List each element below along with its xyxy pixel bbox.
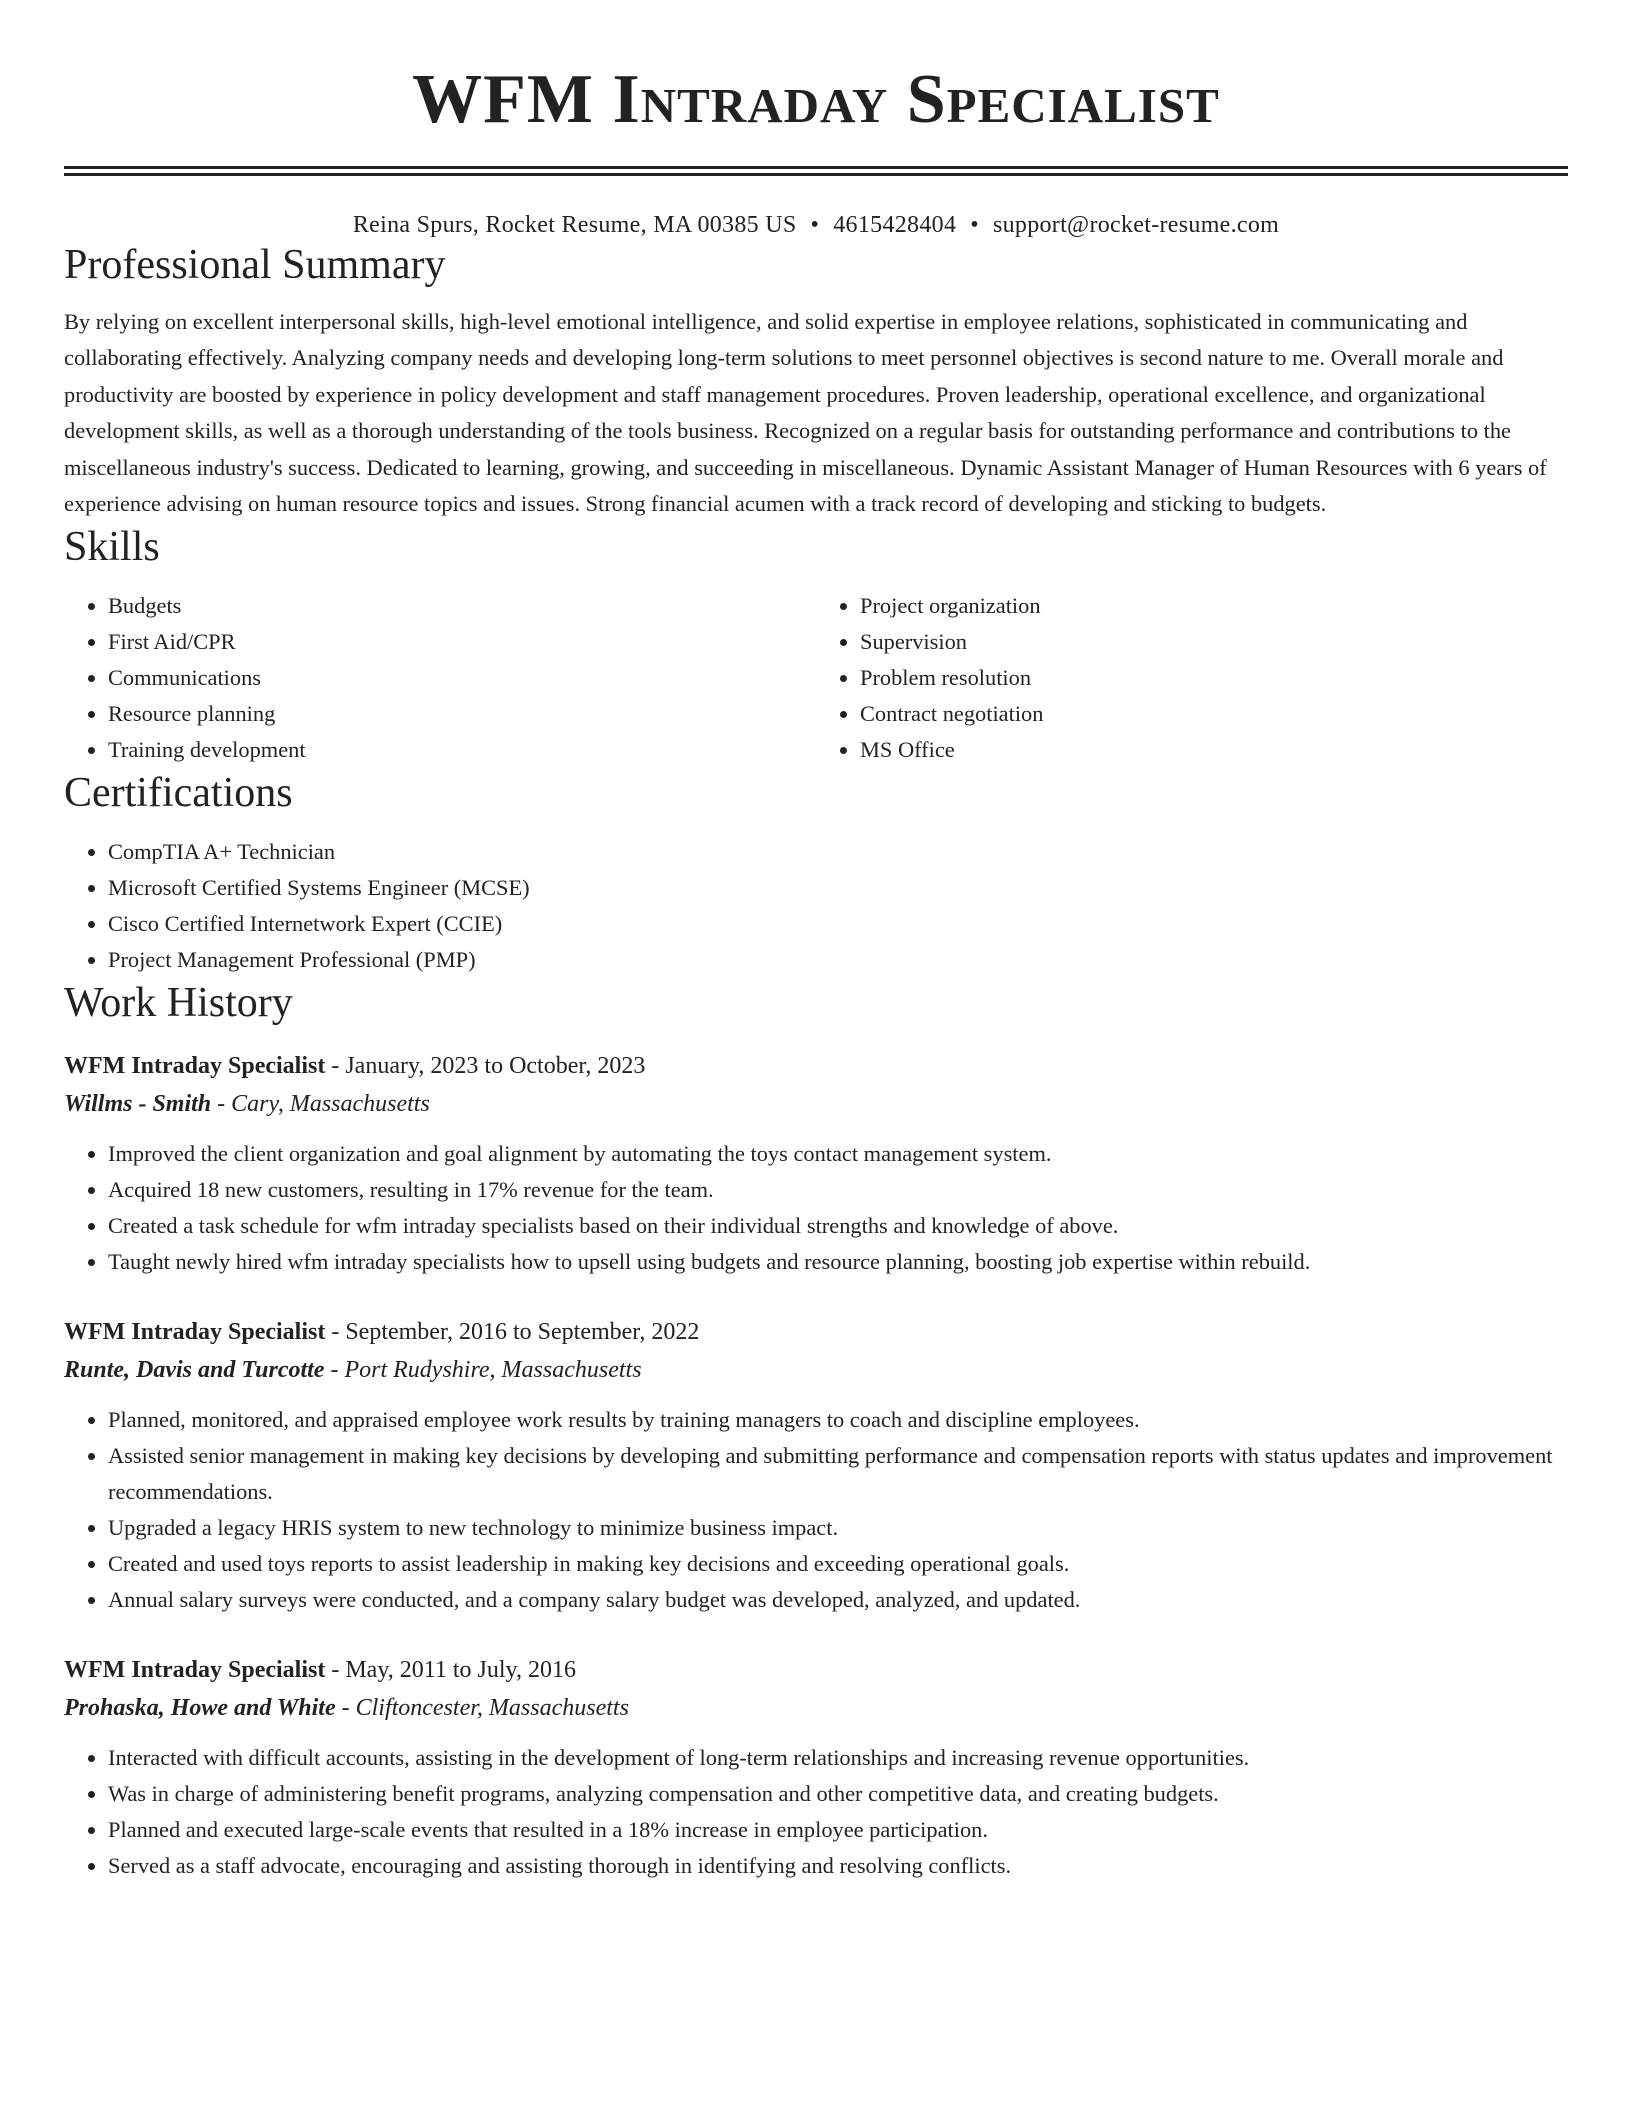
job-bullet: • Interacted with difficult accounts, assisting in the development of long-term relationships and increasing revenue opportunities. <box>108 1740 1568 1776</box>
job-dates: - May, 2011 to July, 2016 <box>325 1657 576 1684</box>
skills-list <box>64 588 1568 768</box>
skills-column-right <box>816 588 1568 768</box>
job-bullet: • Assisted senior management in making key decisions by developing and submitting performance and compensation reports with status updates and improvement recommendations. <box>108 1438 1568 1510</box>
job-header <box>64 1314 1568 1350</box>
skill-item: • MS Office <box>860 732 1568 768</box>
contact-email: support@rocket-resume.com <box>992 212 1280 238</box>
job-entry <box>64 1652 1568 1884</box>
job-company-line <box>64 1084 1568 1124</box>
skills-column-left <box>64 588 816 768</box>
contact-line <box>64 210 1568 240</box>
contact-separator: • <box>970 212 979 238</box>
skill-item: • Budgets <box>108 588 816 624</box>
skill-item: • First Aid/CPR <box>108 624 816 660</box>
job-bullets <box>64 1740 1568 1884</box>
summary-heading: Professional Summary <box>64 242 446 288</box>
contact-separator: • <box>810 212 820 238</box>
certifications-list <box>64 834 1568 978</box>
skill-item: • Resource planning <box>108 696 816 732</box>
job-bullet: • Annual salary surveys were conducted, and a company salary budget was developed, analyzed, and updated. <box>108 1582 1568 1618</box>
job-company: Willms - Smith <box>64 1091 212 1118</box>
job-entry <box>64 1314 1568 1618</box>
job-bullet: • Acquired 18 new customers, resulting in 17% revenue for the team. <box>108 1172 1568 1208</box>
job-bullet: • Was in charge of administering benefit programs, analyzing compensation and other competitive data, and creating budgets. <box>108 1776 1568 1812</box>
certification-item: • Cisco Certified Internetwork Expert (CCIE) <box>108 906 1568 942</box>
job-company-line <box>64 1688 1568 1728</box>
summary-text: By relying on excellent interpersonal skills, high-level emotional intelligence, and solid expertise in employee relations, sophisticated in communicating and collaborating effectively. Analyzing company needs and developing long-term solutions to meet personnel objectives is second nature to me. Overall morale and productivity are boosted by experience in policy development and staff management procedures. Proven leadership, operational excellence, and organizational development skills, as well as a thorough understanding of the tools business. Recognized on a regular basis for outstanding performance and contributions to the miscellaneous industry's success. Dedicated to learning, growing, and succeeding in miscellaneous. Dynamic Assistant Manager of Human Resources with 6 years of experience advising on human resource topics and issues. Strong financial acumen with a track record of developing and sticking to budgets. <box>64 309 1547 517</box>
job-bullets <box>64 1136 1568 1280</box>
header-divider <box>64 166 1568 176</box>
job-entry <box>64 1048 1568 1280</box>
job-location: - Cliftoncester, Massachusetts <box>335 1695 629 1722</box>
job-dates: - September, 2016 to September, 2022 <box>325 1319 700 1346</box>
job-title: WFM Intraday Specialist <box>64 1053 326 1080</box>
job-bullet: • Created and used toys reports to assist leadership in making key decisions and exceeding operational goals. <box>108 1546 1568 1582</box>
job-company: Runte, Davis and Turcotte <box>64 1357 325 1384</box>
job-location: - Port Rudyshire, Massachusetts <box>324 1357 642 1384</box>
job-header <box>64 1048 1568 1084</box>
skill-item: • Communications <box>108 660 816 696</box>
job-company: Prohaska, Howe and White <box>64 1695 336 1722</box>
job-bullet: • Planned, monitored, and appraised employee work results by training managers to coach and discipline employees. <box>108 1402 1568 1438</box>
contact-phone: 4615428404 <box>833 212 957 238</box>
job-bullet: • Taught newly hired wfm intraday specialists how to upsell using budgets and resource planning, boosting job expertise within rebuild. <box>108 1244 1568 1280</box>
certification-item: • CompTIA A+ Technician <box>108 834 1568 870</box>
job-title: WFM Intraday Specialist <box>64 1319 326 1346</box>
job-bullets <box>64 1402 1568 1618</box>
job-bullet: • Created a task schedule for wfm intraday specialists based on their individual strengths and knowledge of above. <box>108 1208 1568 1244</box>
job-title: WFM Intraday Specialist <box>64 1657 326 1684</box>
page-title: WFM Intraday Specialist <box>412 61 1220 138</box>
job-bullet: • Planned and executed large-scale events that resulted in a 18% increase in employee participation. <box>108 1812 1568 1848</box>
job-bullet: • Improved the client organization and goal alignment by automating the toys contact management system. <box>108 1136 1568 1172</box>
skill-item: • Contract negotiation <box>860 696 1568 732</box>
certification-item: • Project Management Professional (PMP) <box>108 942 1568 978</box>
resume-page <box>64 0 1568 1884</box>
job-location: - Cary, Massachusetts <box>211 1091 430 1118</box>
certification-item: • Microsoft Certified Systems Engineer (MCSE) <box>108 870 1568 906</box>
certifications-heading: Certifications <box>64 770 293 817</box>
skill-item: • Training development <box>108 732 816 768</box>
job-company-line <box>64 1350 1568 1390</box>
contact-address: Reina Spurs, Rocket Resume, MA 00385 US <box>352 212 797 238</box>
job-bullet: • Upgraded a legacy HRIS system to new technology to minimize business impact. <box>108 1510 1568 1546</box>
skill-item: • Supervision <box>860 624 1568 660</box>
job-bullet: • Served as a staff advocate, encouraging and assisting thorough in identifying and resolving conflicts. <box>108 1848 1568 1884</box>
skills-heading: Skills <box>64 524 160 571</box>
skill-item: • Problem resolution <box>860 660 1568 696</box>
job-header <box>64 1652 1568 1688</box>
job-dates: - January, 2023 to October, 2023 <box>325 1053 646 1080</box>
skill-item: • Project organization <box>860 588 1568 624</box>
work-history-heading: Work History <box>64 980 293 1027</box>
